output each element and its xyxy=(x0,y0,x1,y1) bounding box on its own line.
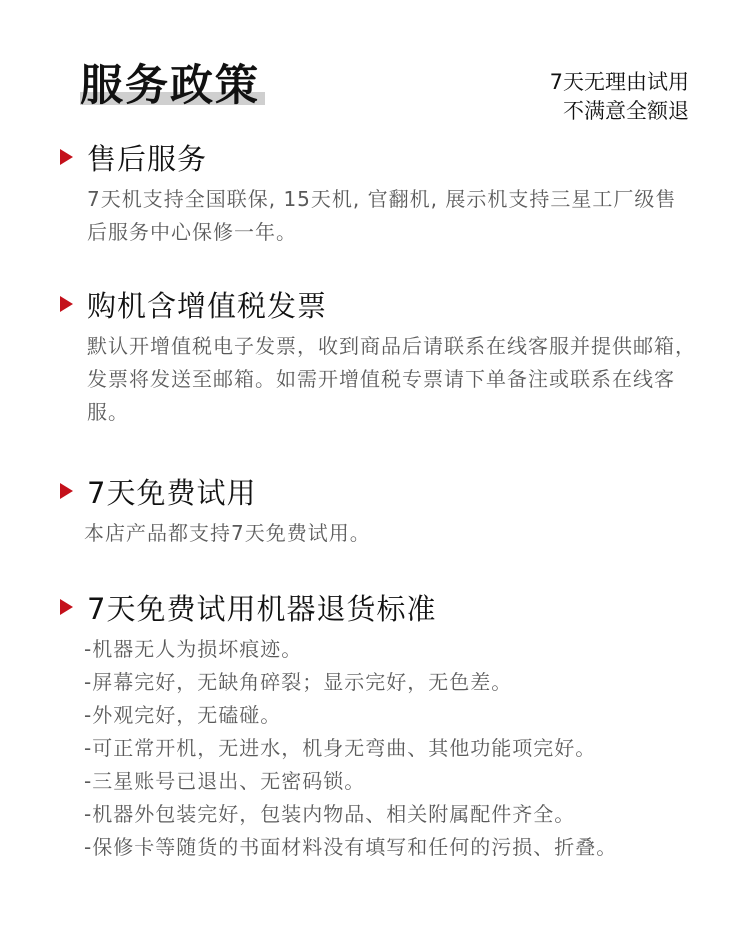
list-item: -屏幕完好，无缺角碎裂；显示完好，无色差。 xyxy=(84,670,513,694)
section-body xyxy=(87,330,702,429)
list-item: -机器外包装完好，包装内物品、相关附属配件齐全。 xyxy=(84,802,576,826)
section-text: 本店产品都支持7天免费试用。 xyxy=(84,521,371,545)
section-title: 售后服务 xyxy=(87,141,208,176)
title-wrap xyxy=(80,60,260,112)
section-header xyxy=(60,135,710,179)
section-return-standard xyxy=(60,585,710,864)
section-header xyxy=(60,469,710,513)
list-item: -外观完好，无磕碰。 xyxy=(84,703,282,727)
section-body xyxy=(84,633,724,864)
section-header xyxy=(60,585,710,629)
triangle-bullet-icon xyxy=(60,483,73,499)
section-title: 7天免费试用机器退货标准 xyxy=(87,591,437,626)
tagline-line-1: 7天无理由试用 xyxy=(549,70,689,94)
list-item: -机器无人为损坏痕迹。 xyxy=(84,637,303,661)
section-text: 默认开增值税电子发票，收到商品后请联系在线客服并提供邮箱，发票将发送至邮箱。如需开增值税专票请下单备注或联系在线客服。 xyxy=(87,334,696,424)
section-title: 购机含增值税发票 xyxy=(87,288,328,323)
triangle-bullet-icon xyxy=(60,296,73,312)
list-item: -三星账号已退出、无密码锁。 xyxy=(84,769,366,793)
section-title: 7天免费试用 xyxy=(87,475,257,510)
tagline-line-2: 不满意全额退 xyxy=(563,99,689,123)
tagline xyxy=(550,68,689,126)
section-after-sales xyxy=(60,135,710,249)
triangle-bullet-icon xyxy=(60,599,73,615)
section-free-trial xyxy=(60,469,710,550)
section-text: 7天机支持全国联保, 15天机, 官翻机, 展示机支持三星工厂级售后服务中心保修一年。 xyxy=(87,187,677,244)
page-title: 服务政策 xyxy=(80,61,260,111)
section-invoice xyxy=(60,282,710,429)
page-header xyxy=(0,0,750,130)
section-body xyxy=(87,183,687,249)
list-item: -可正常开机，无进水，机身无弯曲、其他功能项完好。 xyxy=(84,736,597,760)
return-criteria-list xyxy=(84,633,724,864)
section-header xyxy=(60,282,710,326)
triangle-bullet-icon xyxy=(60,149,73,165)
section-body xyxy=(84,517,684,550)
list-item: -保修卡等随货的书面材料没有填写和任何的污损、折叠。 xyxy=(84,835,618,859)
